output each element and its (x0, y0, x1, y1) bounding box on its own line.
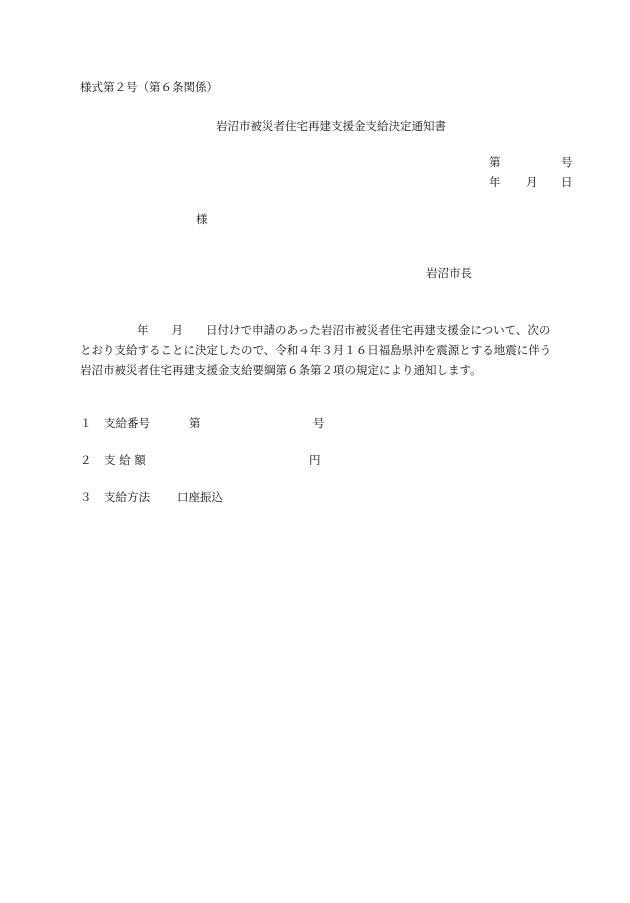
item-label: 支給番号 (104, 416, 150, 430)
date-month-label: 月 (526, 175, 538, 189)
item-number: ２ (80, 453, 92, 467)
date-year-label: 年 (489, 175, 501, 189)
sender-name: 岩沼市長 (426, 266, 472, 280)
body-month-label: 月 (171, 323, 183, 337)
amount-unit: 円 (309, 453, 321, 467)
item-number: １ (80, 416, 92, 430)
body-main-text: 日付けで申請のあった岩沼市被災者住宅再建支援金について、次のとおり支給することに決定したので、令和４年３月１６日福島県沖を震源とする地震に伴う岩沼市被災者住宅再建支援金支給要綱第６条第２項の規定により通知します。 (80, 323, 552, 377)
item-label: 支 給 額 (104, 453, 146, 467)
body-year-label: 年 (137, 323, 149, 337)
date-day-label: 日 (561, 175, 573, 189)
form-number: 様式第２号（第６条関係） (80, 80, 218, 94)
document-number-suffix: 号 (561, 155, 573, 169)
document-number-prefix: 第 (489, 155, 501, 169)
addressee-suffix: 様 (196, 212, 208, 226)
payment-number-suffix: 号 (313, 416, 325, 430)
payment-number-prefix: 第 (189, 416, 201, 430)
payment-method-value: 口座振込 (177, 490, 223, 504)
item-label: 支給方法 (104, 490, 150, 504)
notice-body (80, 320, 558, 380)
document-title: 岩沼市被災者住宅再建支援金支給決定通知書 (216, 119, 446, 133)
item-number: ３ (80, 490, 92, 504)
